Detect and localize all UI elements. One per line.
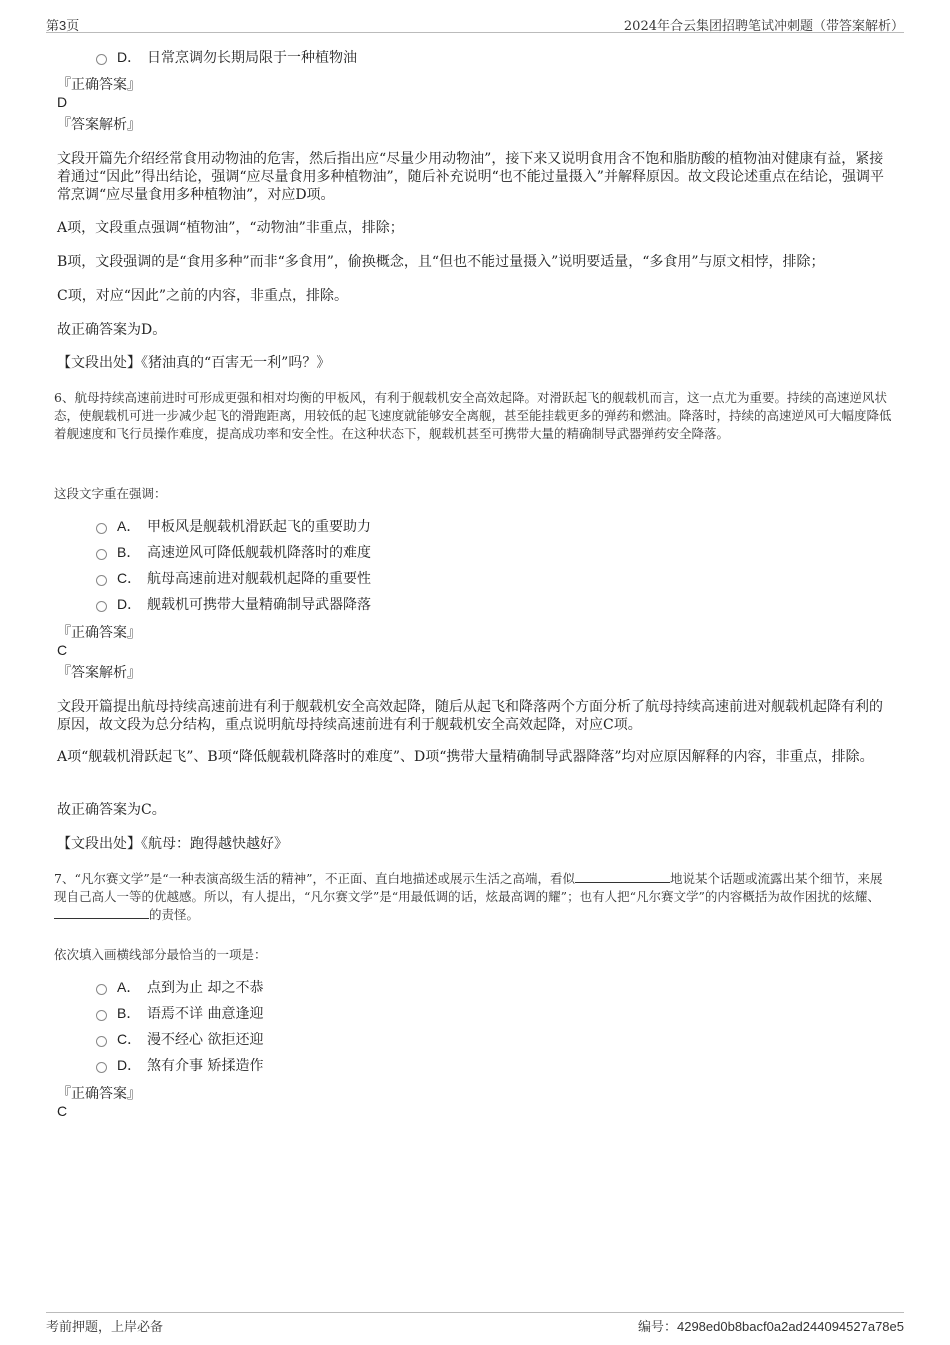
q5-analysis-p4: C项，对应“因此”之前的内容，非重点，排除。 [57,288,349,304]
q7-option-b[interactable]: B． 语焉不详 曲意逢迎 [96,1000,263,1026]
q6-analysis-p3: 故正确答案为C。 [57,802,166,818]
page-header [46,12,904,33]
q6-stem: 这段文字重在强调： [54,486,167,501]
q5-answer: D [57,94,68,110]
radio-icon[interactable] [96,54,107,65]
radio-icon[interactable] [96,601,107,612]
q6-source: 【文段出处】《航母：跑得越快越好》 [57,836,288,852]
q5-analysis-p1: 文段开篇先介绍经常食用动物油的危害，然后指出应“尽量少用动物油”，接下来又说明食用含不饱和脂肪酸的植物油对健康有益，紧接着通过“因此”得出结论，强调“应尽量食用多种植物油”，随后补充说明“也不能过量摄入”并解释原因。故文段论述重点在结论，强调平常烹调“应尽量食用多种植物油”，对应D项。 [57,151,884,203]
q7-answer-label: 『正确答案』 [57,1086,141,1102]
q6-answer-label: 『正确答案』 [57,625,141,641]
q5-analysis-label: 『答案解析』 [57,117,141,133]
document-code: 编号：4298ed0b8bacf0a2ad244094527a78e5 [637,1319,904,1335]
document-title: 2024年合云集团招聘笔试冲刺题（带答案解析） [623,19,904,34]
q6-analysis-p1: 文段开篇提出航母持续高速前进有利于舰载机安全高效起降，随后从起飞和降落两个方面分析了航母持续高速前进对舰载机起降有利的原因，故文段为总分结构，重点说明航母持续高速前进有利于舰载机安全高效起降，对应C项。 [57,699,883,733]
q7-stem: 依次填入画横线部分最恰当的一项是： [54,947,267,962]
q6-option-d[interactable]: D． 舰载机可携带大量精确制导武器降落 [96,591,371,617]
q6-analysis-label: 『答案解析』 [57,665,141,681]
q6-option-b[interactable]: B． 高速逆风可降低舰载机降落时的难度 [96,539,371,565]
q6-option-a[interactable]: A． 甲板风是舰载机滑跃起飞的重要助力 [96,513,371,539]
radio-icon[interactable] [96,1062,107,1073]
radio-icon[interactable] [96,549,107,560]
q5-analysis-p2: A项，文段重点强调“植物油”，“动物油”非重点，排除； [57,220,404,236]
radio-icon[interactable] [96,523,107,534]
q7-text: 7、“凡尔赛文学”是“一种表演高级生活的精神”，不正面、直白地描述或展示生活之高端，看似 地说某个话题或流露出某个细节，来展现自己高人一等的优越感。所以，有人提出，“凡尔赛文学”是“用最低调的话，炫最高调的耀”；也有人把“凡尔赛文学”的内容概括为故作困扰的炫耀、的责怪。 [54,871,883,922]
fill-blank-2 [54,907,149,919]
q5-analysis-p3: B项，文段强调的是“食用多种”而非“多食用”，偷换概念，且“但也不能过量摄入”说明要适量，“多食用”与原文相悖，排除； [57,254,825,270]
q6-answer: C [57,642,68,658]
q6-analysis-p2: A项“舰载机滑跃起飞”、B项“降低舰载机降落时的难度”、D项“携带大量精确制导武器降落”均对应原因解释的内容，非重点，排除。 [57,749,874,765]
q7-options [96,974,263,1078]
radio-icon[interactable] [96,1010,107,1021]
q5-analysis-p5: 故正确答案为D。 [57,322,167,338]
q5-answer-label: 『正确答案』 [57,77,141,93]
fill-blank-1 [575,871,670,883]
radio-icon[interactable] [96,575,107,586]
q6-options [96,513,371,617]
q5-source: 【文段出处】《猪油真的“百害无一利”吗？》 [57,355,331,371]
q7-option-d[interactable]: D． 煞有介事 矫揉造作 [96,1052,263,1078]
page-footer [46,1312,904,1337]
q7-answer: C [57,1103,68,1119]
q6-text: 6、航母持续高速前进时可形成更强和相对均衡的甲板风，有利于舰载机安全高效起降。对滑跃起飞的舰载机而言，这一点尤为重要。持续的高速逆风状态，使舰载机可进一步减少起飞的滑跑距离，用较低的起飞速度就能够安全离舰，甚至能挂载更多的弹药和燃油。降落时，持续的高速逆风可大幅度降低着舰速度和飞行员操作难度，提高成功率和安全性。在这种状态下，舰载机甚至可携带大量的精确制导武器弹药安全降落。 [54,390,892,441]
q5-option-d[interactable]: D． 日常烹调勿长期局限于一种植物油 [96,44,357,70]
radio-icon[interactable] [96,1036,107,1047]
q7-option-a[interactable]: A． 点到为止 却之不恭 [96,974,263,1000]
q7-option-c[interactable]: C． 漫不经心 欲拒还迎 [96,1026,263,1052]
q6-option-c[interactable]: C． 航母高速前进对舰载机起降的重要性 [96,565,371,591]
q5-options [96,44,357,70]
footer-slogan: 考前押题，上岸必备 [46,1320,164,1335]
page-number: 第3页 [46,18,80,33]
radio-icon[interactable] [96,984,107,995]
